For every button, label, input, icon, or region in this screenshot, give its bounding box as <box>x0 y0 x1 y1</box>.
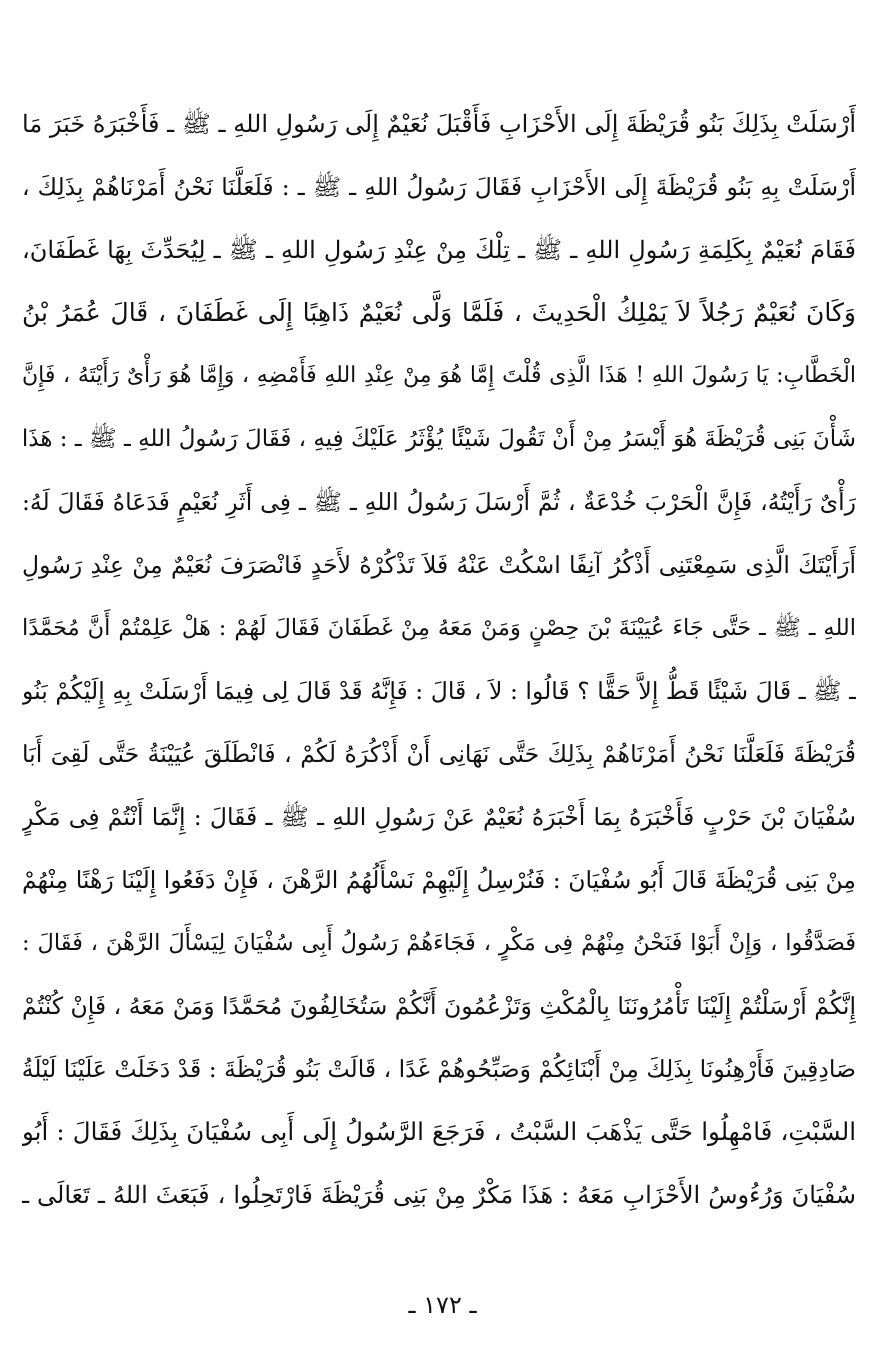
text-line: اللهِ ـ ﷺ ـ حَتَّى جَاءَ عُيَيْنَةَ بْنَ حِصْنٍ وَمَنْ مَعَهُ مِنْ غَطَفَانَ فَقَالَ لَهُمْ : هَلْ عَلِمْتُمْ أَنَّ مُحَمَّدًا <box>22 615 856 641</box>
text-line: قُرَيْظَةَ فَلَعَلَّنَا نَحْنُ أَمَرْنَاهُمْ بِذَلِكَ حَتَّى نَهَانِى أَنْ أَذْكُرَهُ لَكُمْ ، فَانْطَلَقَ عُيَيْنَةُ حَتَّى لَقِىَ أَبَا <box>22 740 856 768</box>
page-number: ـ ١٧٢ ـ <box>408 1291 477 1319</box>
text-line: فَقَامَ نُعَيْمٌ بِكَلِمَةِ رَسُولِ اللهِ ـ ﷺ ـ تِلْكَ مِنْ عِنْدِ رَسُولِ اللهِ ـ ﷺ ـ لِيُحَدِّثَ بِهَا غَطَفَانَ، <box>22 236 856 264</box>
text-line: أَرْسَلَتْ بِهِ بَنُو قُرَيْظَةَ إِلَى الأَحْزَابِ فَقَالَ رَسُولُ اللهِ ـ ﷺ ـ : فَلَعَلَّنَا نَحْنُ أَمَرْنَاهُمْ بِذَلِكَ ، <box>22 173 856 201</box>
text-line: رَأْىٌ رَأَيْتُهُ، فَإِنَّ الْحَرْبَ خُدْعَةٌ ، ثُمَّ أَرْسَلَ رَسُولُ اللهِ ـ ﷺ ـ فِى أَثَرِ نُعَيْمٍ فَدَعَاهُ فَقَالَ لَهُ: <box>22 488 856 516</box>
text-line: مِنْ بَنِى قُرَيْظَةَ قَالَ أَبُو سُفْيَانَ : فَنُرْسِلُ إِلَيْهِمْ نَسْأَلُهُمُ الرَّهْنَ ، فَإِنْ دَفَعُوا إِلَيْنَا رَهْنًا مِنْهُمْ <box>22 866 856 894</box>
text-line: سُفْيَانَ وَرُءُوسُ الأَحْزَابِ مَعَهُ : هَذَا مَكْرٌ مِنْ بَنِى قُرَيْظَةَ فَارْتَحِلُوا ، فَبَعَثَ اللهُ ـ تَعَالَى ـ <box>22 1181 856 1209</box>
text-line: فَصَدَّقُوا ، وَإِنْ أَبَوْا فَنَحْنُ مِنْهُمْ فِى مَكْرٍ ، فَجَاءَهُمْ رَسُولُ أَبِى سُفْيَانَ لِيَسْأَلَ الرَّهْنَ ، فَقَالَ : <box>22 930 856 956</box>
text-line: سُفْيَانَ بْنَ حَرْبٍ فَأَخْبَرَهُ بِمَا أَخْبَرَهُ نُعَيْمٌ عَنْ رَسُولِ اللهِ ـ ﷺ ـ فَقَالَ : إِنَّمَا أَنْتُمْ فِى مَكْرٍ <box>22 803 856 831</box>
text-line: أَرَأَيْتَكَ الَّذِى سَمِعْتَنِى أَذْكُرُ آنِفًا اسْكُتْ عَنْهُ فَلاَ تَذْكُرْهُ لأَحَدٍ فَانْصَرَفَ نُعَيْمٌ مِنْ عِنْدِ رَسُولِ <box>22 551 856 579</box>
text-body <box>22 95 856 1229</box>
text-line: إِنَّكُمْ أَرْسَلْتُمْ إِلَيْنَا تَأْمُرُونَنَا بِالْمُكْثِ وَتَزْعُمُونَ أَنَّكُمْ سَتُخَالِفُونَ مُحَمَّدًا وَمَنْ مَعَهُ ، فَإِنْ كُنْتُمْ <box>22 992 856 1020</box>
text-line: شَأْنَ بَنِى قُرَيْظَةَ هُوَ أَيْسَرُ مِنْ أَنْ تَقُولَ شَيْئًا يُؤْثَرُ عَلَيْكَ فِيهِ ، فَقَالَ رَسُولُ اللهِ ـ ﷺ ـ : هَذَا <box>22 426 856 452</box>
text-line: وَكَانَ نُعَيْمٌ رَجُلاً لاَ يَمْلِكُ الْحَدِيثَ ، فَلَمَّا وَلَّى نُعَيْمٌ ذَاهِبًا إِلَى غَطَفَانَ ، قَالَ عُمَرُ بْنُ <box>22 298 856 327</box>
text-line: الْخَطَّابِ: يَا رَسُولَ اللهِ ! هَذَا الَّذِى قُلْتَ إِمَّا هُوَ مِنْ عِنْدِ اللهِ فَأَمْضِهِ ، وَإِمَّا هُوَ رَأْىٌ رَأَيْتَهُ ، فَإِنَّ <box>22 363 856 388</box>
text-line: السَّبْتِ، فَامْهِلُوا حَتَّى يَذْهَبَ السَّبْتُ ، فَرَجَعَ الرَّسُولُ إِلَى أَبِى سُفْيَانَ بِذَلِكَ فَقَالَ : أَبُو <box>22 1117 856 1146</box>
text-line: صَادِقِينَ فَأَرْهِنُونَا بِذَلِكَ مِنْ أَبْنَائِكُمْ وَصَبِّحُوهُمْ غَدًا ، قَالَتْ بَنُو قُرَيْظَةَ : قَدْ دَخَلَتْ عَلَيْنَا لَيْلَةُ <box>22 1055 856 1083</box>
text-line: أَرْسَلَتْ بِذَلِكَ بَنُو قُرَيْظَةَ إِلَى الأَحْزَابِ فَأَقْبَلَ نُعَيْمٌ إِلَى رَسُولِ اللهِ ـ ﷺ ـ فَأَخْبَرَهُ خَبَرَ مَا <box>22 110 856 138</box>
text-line: ـ ﷺ ـ قَالَ شَيْئًا قَطُّ إِلاَّ حَقًّا ؟ قَالُوا : لاَ ، قَالَ : فَإِنَّهُ قَدْ قَالَ لِى فِيمَا أَرْسَلَتْ بِهِ إِلَيْكُمْ بَنُو <box>22 677 856 705</box>
